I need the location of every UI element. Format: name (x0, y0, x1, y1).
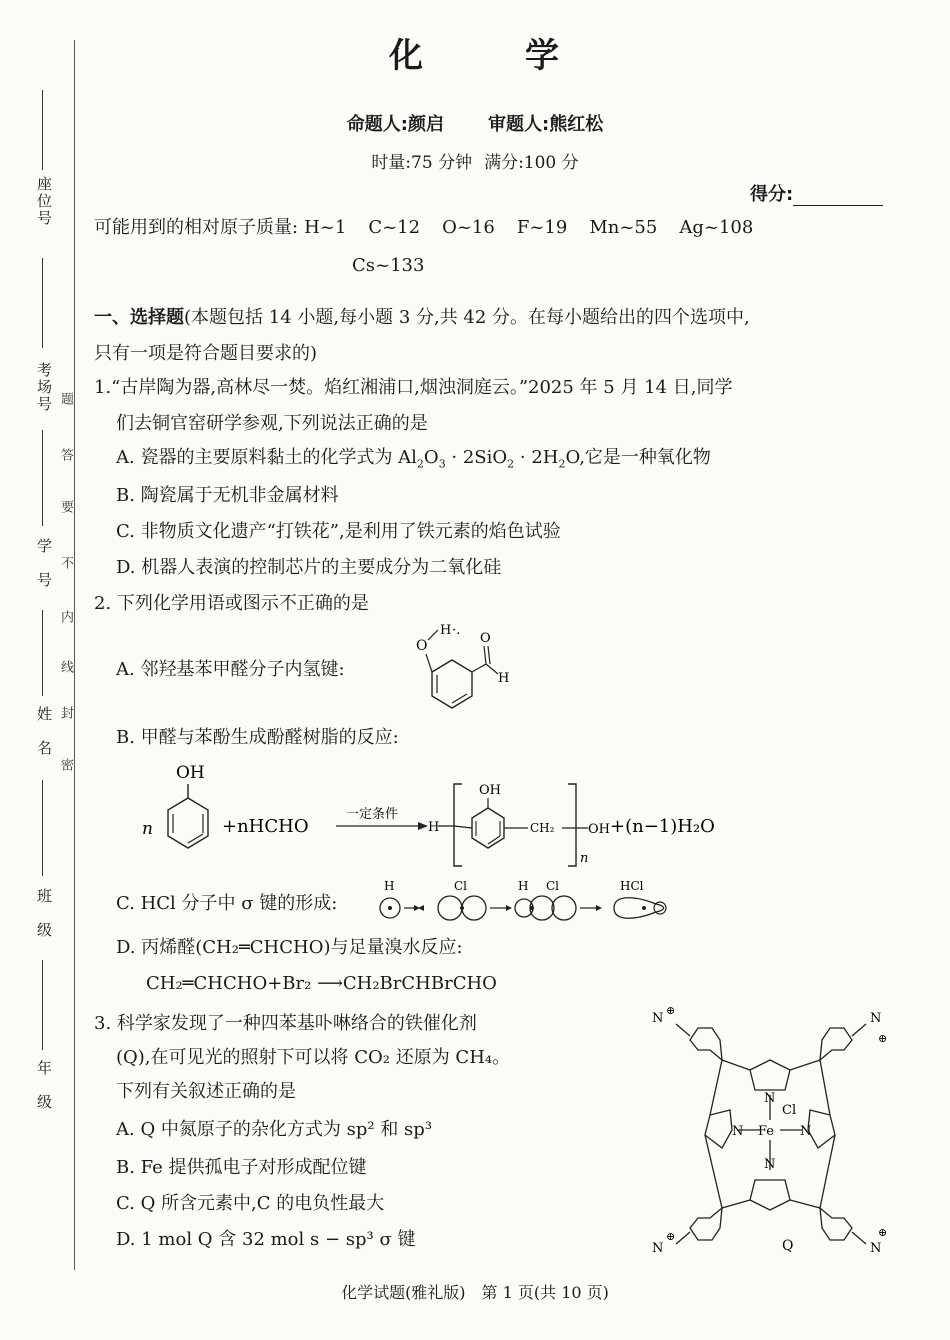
q2-option-c: C. HCl 分子中 σ 键的形成: (116, 893, 338, 914)
figure-label: Q (782, 1238, 794, 1254)
svg-text:OH: OH (176, 763, 205, 783)
svg-text:HCl: HCl (620, 879, 644, 893)
student-no-label: 学 号 (35, 538, 53, 589)
q2-option-a: A. 邻羟基苯甲醛分子内氢键: (116, 659, 345, 680)
q1-option-d: D. 机器人表演的控制芯片的主要成分为二氧化硅 (116, 557, 502, 578)
authors (0, 110, 950, 136)
setter: 命题人:颜启 (346, 114, 444, 135)
title-char: 学 (525, 36, 561, 76)
svg-text:N: N (870, 1241, 882, 1256)
svg-text:⊕: ⊕ (666, 1230, 676, 1243)
seal-char: 不 (58, 556, 73, 569)
reaction-condition: 一定条件 (346, 807, 399, 822)
svg-text:N: N (732, 1124, 744, 1139)
porphyrin-catalyst-figure (640, 1000, 920, 1260)
title-char: 化 (389, 36, 425, 76)
q1-option-b: B. 陶瓷属于无机非金属材料 (116, 485, 339, 506)
svg-text:H: H (498, 671, 510, 686)
svg-text:Fe: Fe (758, 1124, 775, 1139)
svg-text:Cl: Cl (546, 879, 560, 893)
phenol-formaldehyde-reaction (136, 756, 766, 876)
seal-char: 封 (58, 706, 73, 719)
reagent-text: +nHCHO (222, 816, 309, 837)
exam-room-label: 考场号 (35, 362, 53, 413)
salicylaldehyde-structure (402, 620, 512, 712)
svg-text:N: N (652, 1241, 664, 1256)
svg-text:N: N (764, 1157, 776, 1172)
mass-item: F~19 (516, 217, 568, 238)
svg-text:H: H (440, 623, 452, 638)
score-label: 得分: (750, 184, 794, 205)
section-desc: (本题包括 14 小题,每小题 3 分,共 42 分。在每小题给出的四个选项中, (184, 307, 750, 328)
page-title (0, 28, 950, 77)
seal-char: 要 (58, 500, 73, 513)
grade-label: 年 级 (35, 1060, 53, 1111)
q3-stem: 3. 科学家发现了一种四苯基卟啉络合的铁催化剂 (94, 1013, 477, 1034)
mass-item: Ag~108 (679, 217, 754, 238)
seal-char: 题 (58, 392, 73, 405)
svg-text:N: N (764, 1091, 776, 1106)
grade-line (42, 960, 43, 1050)
exam-room-line (42, 258, 43, 348)
atomic-masses-label: 可能用到的相对原子质量: (94, 217, 299, 238)
score-blank (793, 187, 883, 206)
q2-option-b: B. 甲醛与苯酚生成酚醛树脂的反应: (116, 727, 399, 748)
seal-char: 内 (58, 610, 73, 623)
svg-text:H: H (428, 820, 440, 835)
q3-option-d: D. 1 mol Q 含 32 mol s − sp³ σ 键 (116, 1229, 416, 1250)
svg-text:H: H (518, 879, 529, 893)
name-line (42, 610, 43, 696)
q2-stem: 2. 下列化学用语或图示不正确的是 (94, 593, 369, 614)
mass-item: C~12 (368, 217, 421, 238)
score-field (750, 180, 883, 206)
class-label: 班 级 (35, 888, 53, 939)
section-heading (94, 306, 750, 330)
seat-label: 座位号 (35, 176, 53, 227)
svg-text:⊕: ⊕ (878, 1226, 888, 1239)
full-score: 满分:100 分 (484, 153, 579, 173)
student-no-line (42, 430, 43, 526)
q1-option-a-text: A. 瓷器的主要原料黏土的化学式为 Al (116, 447, 417, 468)
q1-stem: 们去铜官窑研学参观,下列说法正确的是 (116, 413, 428, 434)
hcl-sigma-bond-diagram (374, 878, 674, 926)
svg-text:·.: ·. (452, 623, 461, 638)
seal-char: 密 (58, 758, 73, 771)
svg-text:H: H (384, 879, 395, 893)
q3-option-a: A. Q 中氮原子的杂化方式为 sp² 和 sp³ (116, 1119, 433, 1140)
product-text: +(n−1)H₂O (610, 816, 715, 837)
class-line (42, 780, 43, 876)
svg-text:OH: OH (479, 783, 501, 798)
q3-option-c: C. Q 所含元素中,C 的电负性最大 (116, 1193, 385, 1214)
svg-text:⊕: ⊕ (878, 1032, 888, 1045)
svg-text:OH: OH (588, 822, 610, 837)
svg-text:⊕: ⊕ (666, 1004, 676, 1017)
seal-char: 线 (58, 660, 73, 673)
mass-item: H~1 (304, 217, 347, 238)
q2-option-d-equation: CH₂═CHCHO+Br₂ ⟶CH₂BrCHBrCHO (146, 973, 497, 994)
atomic-masses (94, 216, 753, 240)
mass-item: Cs~133 (352, 255, 425, 276)
q1-option-a: A. 瓷器的主要原料黏土的化学式为 $Al_2O_3 \cdot 2SiO_2 \cdot 2H_2O$,它是一种氧化物 (116, 447, 711, 471)
reviewer: 审题人:熊红松 (488, 114, 604, 135)
section-title: 一、选择题 (94, 307, 184, 328)
mass-item: Mn~55 (589, 217, 658, 238)
q3-stem: (Q),在可见光的照射下可以将 CO₂ 还原为 CH₄。 (116, 1047, 511, 1068)
svg-text:CH₂: CH₂ (530, 821, 555, 835)
page-footer: 化学试题(雅礼版) 第 1 页(共 10 页) (341, 1283, 609, 1302)
q1-option-c: C. 非物质文化遗产“打铁花”,是利用了铁元素的焰色试验 (116, 521, 561, 542)
time-limit: 时量:75 分钟 (371, 153, 473, 173)
binding-rule (74, 40, 75, 1270)
mass-item: O~16 (442, 217, 495, 238)
svg-text:N: N (800, 1124, 812, 1139)
svg-text:Cl: Cl (782, 1103, 797, 1118)
seal-char: 答 (58, 448, 73, 461)
q2-option-d: D. 丙烯醛(CH₂═CHCHO)与足量溴水反应: (116, 937, 463, 958)
svg-text:n: n (580, 851, 589, 866)
svg-text:n: n (142, 819, 153, 839)
svg-text:N: N (870, 1011, 882, 1026)
svg-text:N: N (652, 1011, 664, 1026)
svg-text:O: O (416, 638, 428, 654)
name-label: 姓 名 (35, 706, 53, 757)
q3-stem: 下列有关叙述正确的是 (116, 1081, 296, 1102)
svg-text:Cl: Cl (454, 879, 468, 893)
svg-text:O: O (480, 631, 491, 646)
q1-stem: 1.“古岸陶为器,高林尽一焚。焰红湘浦口,烟浊洞庭云。”2025 年 5 月 14 日,同学 (94, 377, 733, 398)
q3-option-b: B. Fe 提供孤电子对形成配位键 (116, 1157, 367, 1178)
section-desc: 只有一项是符合题目要求的) (94, 343, 318, 364)
exam-info (0, 148, 950, 173)
q1-option-a-tail: ,它是一种氧化物 (579, 447, 711, 468)
